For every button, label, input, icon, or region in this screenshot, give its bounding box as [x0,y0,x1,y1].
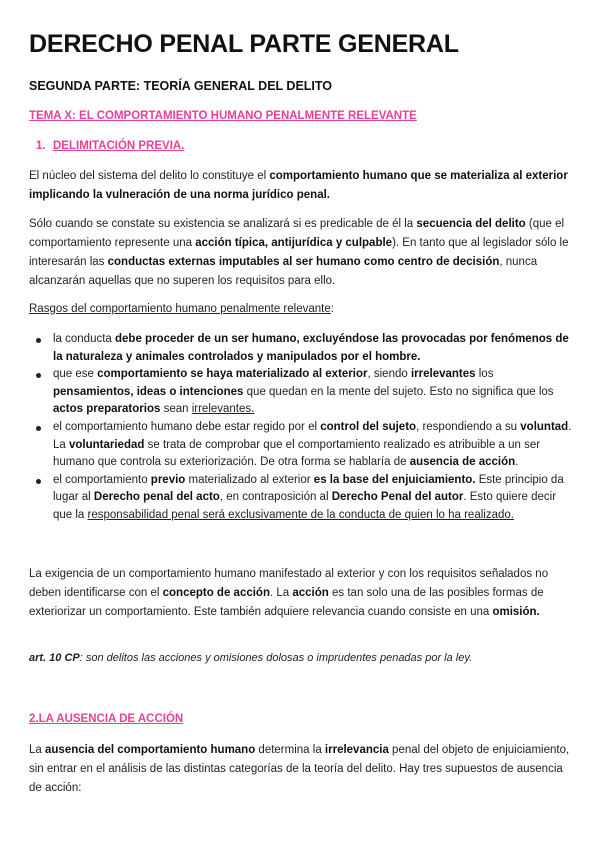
bold-text: secuencia del delito [416,218,526,230]
document-subtitle: SEGUNDA PARTE: TEORÍA GENERAL DEL DELITO [29,79,333,93]
text: La [29,744,45,756]
article-ref: art. 10 CP [29,652,80,664]
paragraph-secuencia [29,215,574,291]
paragraph-ausencia [29,741,574,798]
text: . [515,456,519,469]
list-item [29,419,574,472]
bold-text: irrelevancia [324,744,389,756]
bold-text: acción [292,587,329,599]
text: El núcleo del sistema del delito lo constituye el [29,170,270,182]
text: , siendo [367,368,411,381]
bullet-icon [36,373,41,378]
text: , nunca alcanzarán aquellas que no superen los requisitos para ello. [29,256,538,287]
text: , en contraposición al [219,491,332,504]
rasgos-list [29,331,574,525]
article-text: : son delitos las acciones y omisiones dolosas o imprudentes penadas por la ley. [79,652,473,664]
text: (que el comportamiento represente una [29,218,565,249]
bold-text: control del sujeto [320,420,417,433]
bold-text: concepto de acción [162,587,270,599]
text: , respondiendo a su [416,420,521,433]
list-item [29,472,574,525]
bold-text: es la base del enjuiciamiento. [313,473,476,486]
text: . La [269,587,293,599]
list-item [29,331,574,366]
bold-text: acción típica, antijurídica y culpable [195,237,393,249]
text: . La [53,420,572,451]
document-title: DERECHO PENAL PARTE GENERAL [29,30,459,58]
section-1-label: DELIMITACIÓN PREVIA. [53,140,185,152]
text: la conducta [53,333,116,345]
text: . Esto quiere decir que la [53,491,557,521]
bold-text: conductas externas imputables al ser humano como centro de decisión [107,256,500,268]
tema-heading: TEMA X: EL COMPORTAMIENTO HUMANO PENALMENTE RELEVANTE [29,110,417,122]
bold-text: previo [150,473,186,486]
bold-text: comportamiento se haya materializado al exterior [97,368,368,381]
bold-text: omisión. [492,606,540,618]
bullet-icon [36,479,41,484]
text: La exigencia de un comportamiento humano manifestado al exterior y con los requisitos señalados no deben identificarse con el [29,568,549,599]
bullet-icon [36,338,41,343]
section-2-heading: 2.LA AUSENCIA DE ACCIÓN [29,713,184,725]
bold-text: ausencia del comportamiento humano [45,744,256,756]
bold-text: voluntariedad [69,438,145,451]
bullet-icon [36,426,41,431]
bold-text: irrelevantes [410,368,476,381]
section-1-heading [36,140,184,152]
text: se trata de comprobar que el comportamiento realizado es atribuible a un ser humano que controla su exteriorización. De otra forma se hablaría de [53,438,541,469]
bold-text: debe proceder de un ser humano, excluyéndose las provocadas por fenómenos de la naturaleza y animales controlados y manipulados por el hombre. [53,333,569,363]
underlined-text: responsabilidad penal será exclusivamente de la conducta de quien lo ha realizado. [87,508,514,521]
text: los [475,368,494,381]
text: el comportamiento [53,473,151,486]
text: materializado al exterior [185,473,314,486]
paragraph-accion [29,565,574,622]
text: que quedan en la mente del sujeto. Esto no significa que los [243,385,554,398]
bold-text: ausencia de acción [409,456,516,469]
bold-text: actos preparatorios [53,403,161,416]
text: : [330,303,334,315]
section-1-number: 1. [36,140,46,152]
text: Este principio da lugar al [53,473,564,504]
paragraph-intro [29,167,574,205]
text: determina la [255,744,325,756]
article-reference [29,652,472,664]
bold-text: comportamiento humano que se materializa al exterior implicando la vulneración de una norma jurídico penal. [29,170,568,201]
text: ). En tanto que al legislador sólo le interesarán las [29,237,569,268]
text: es tan solo una de las posibles formas de exteriorizar un comportamiento. Este también adquiere relevancia cuando consiste en una [29,587,544,618]
bold-text: pensamientos, ideas o intenciones [53,385,244,398]
text: penal del objeto de enjuiciamiento, sin entrar en el análisis de las distintas categorías de la teoría del delito. Hay tres supuestos de ausencia de acción: [29,744,570,794]
underlined-text: irrelevantes. [191,403,255,416]
rasgos-label [29,300,574,319]
bold-text: Derecho penal del acto [93,491,220,504]
list-item [29,366,574,419]
text: sean [160,403,192,416]
rasgos-label-text: Rasgos del comportamiento humano penalmente relevante [29,303,331,315]
bold-text: Derecho Penal del autor [331,491,464,504]
bold-text: voluntad [520,420,569,433]
text: Sólo cuando se constate su existencia se analizará si es predicable de él la [29,218,417,230]
text: que ese [53,368,98,381]
text: el comportamiento humano debe estar regido por el [53,420,321,433]
